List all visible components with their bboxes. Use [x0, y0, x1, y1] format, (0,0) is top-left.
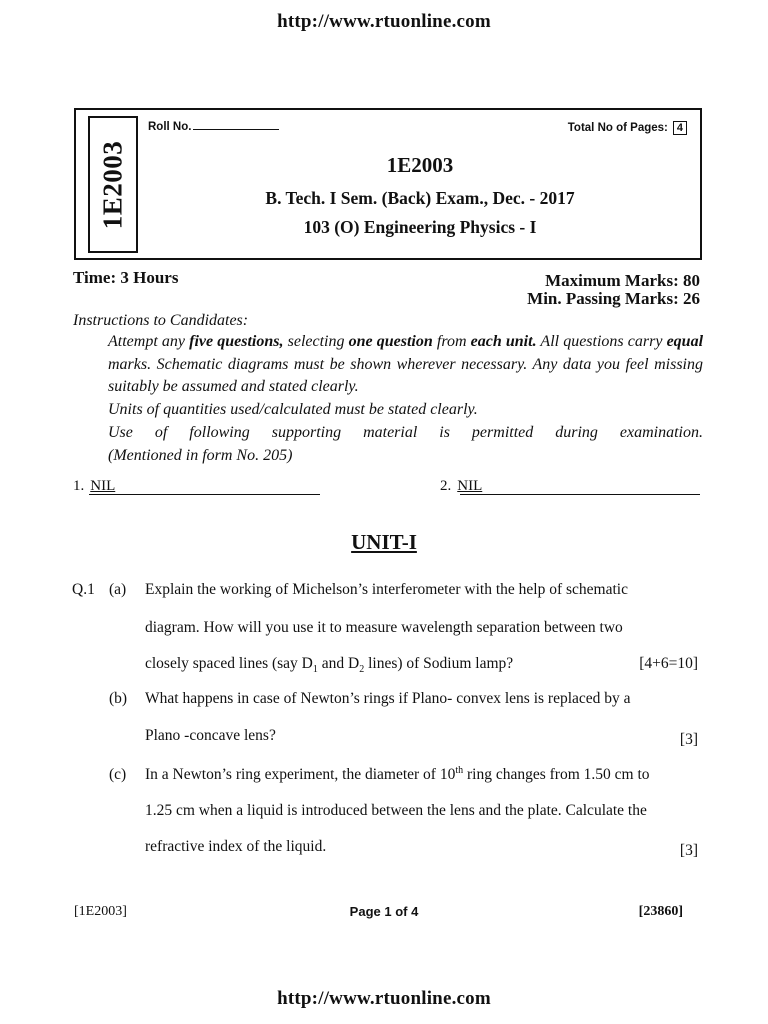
vertical-paper-code: 1E2003 — [97, 140, 128, 230]
instructions-heading: Instructions to Candidates: — [73, 312, 249, 329]
question-part-label-b: (b) — [109, 690, 128, 707]
question-c-line-1: In a Newton’s ring experiment, the diameter of 10th ring changes from 1.50 cm to — [145, 764, 650, 783]
roll-number-label: Roll No. — [148, 121, 192, 133]
question-part-label-a: (a) — [109, 581, 127, 598]
footer-page-number: Page 1 of 4 — [349, 904, 419, 919]
site-url-top[interactable]: http://www.rtuonline.com — [277, 11, 491, 32]
roll-number-field — [148, 121, 279, 133]
question-c-line-3: refractive index of the liquid. — [145, 838, 327, 855]
exam-title: B. Tech. I Sem. (Back) Exam., Dec. - 2017 — [265, 188, 575, 208]
unit-heading: UNIT-I — [351, 530, 417, 554]
total-pages-label: Total No of Pages: — [567, 122, 668, 134]
maximum-marks: Maximum Marks: 80 — [545, 271, 700, 290]
question-c-line-2: 1.25 cm when a liquid is introduced between the lens and the plate. Calculate the — [145, 802, 647, 819]
min-passing-marks: Min. Passing Marks: 26 — [527, 289, 700, 308]
instruction-materials — [108, 422, 703, 467]
question-b-line-2: Plano -concave lens? — [145, 727, 276, 744]
instruction-attempt: Attempt any five questions, selecting one question from each unit. All questions carry equal marks. Schematic diagrams must be shown wherever necessary. Any data you feel missing suitably be assumed and stated clearly. — [108, 333, 704, 395]
instruction-materials-line: Use of following supporting material is permitted during examination. — [108, 424, 703, 441]
question-b-line-1: What happens in case of Newton’s rings if Plano- convex lens is replaced by a — [145, 690, 631, 707]
question-a-line-2: diagram. How will you use it to measure wavelength separation between two — [145, 619, 623, 636]
instruction-units: Units of quantities used/calculated must be stated clearly. — [108, 401, 478, 418]
material-value-2: NIL — [457, 478, 483, 494]
total-pages — [568, 121, 687, 135]
exam-duration: Time: 3 Hours — [73, 268, 179, 287]
footer-paper-code: [1E2003] — [74, 904, 127, 919]
question-a-line-1: Explain the working of Michelson’s interferometer with the help of schematic — [145, 581, 628, 598]
question-a-line-3: closely spaced lines (say $D_1$ and $D_2$ lines) of Sodium lamp? — [145, 655, 514, 676]
total-pages-value: 4 — [673, 121, 687, 135]
subject-title: 103 (O) Engineering Physics - I — [303, 217, 537, 237]
footer-serial-number: [23860] — [638, 904, 683, 919]
site-url-bottom[interactable]: http://www.rtuonline.com — [277, 988, 491, 1009]
question-number: Q.1 — [72, 581, 95, 598]
question-c-marks: [3] — [679, 842, 698, 859]
instruction-form-reference: (Mentioned in form No. 205) — [108, 446, 293, 464]
question-b-marks: [3] — [679, 731, 698, 748]
material-rule-2 — [460, 494, 700, 495]
material-item-2: 2. NIL — [440, 478, 483, 494]
question-part-label-c: (c) — [109, 766, 127, 783]
question-a-marks: [4+6=10] — [639, 655, 698, 672]
material-item-1: 1. NIL — [73, 478, 116, 494]
roll-number-blank — [193, 129, 279, 130]
material-rule-1 — [89, 494, 320, 495]
material-value-1: NIL — [90, 478, 116, 494]
paper-code: 1E2003 — [386, 153, 454, 177]
